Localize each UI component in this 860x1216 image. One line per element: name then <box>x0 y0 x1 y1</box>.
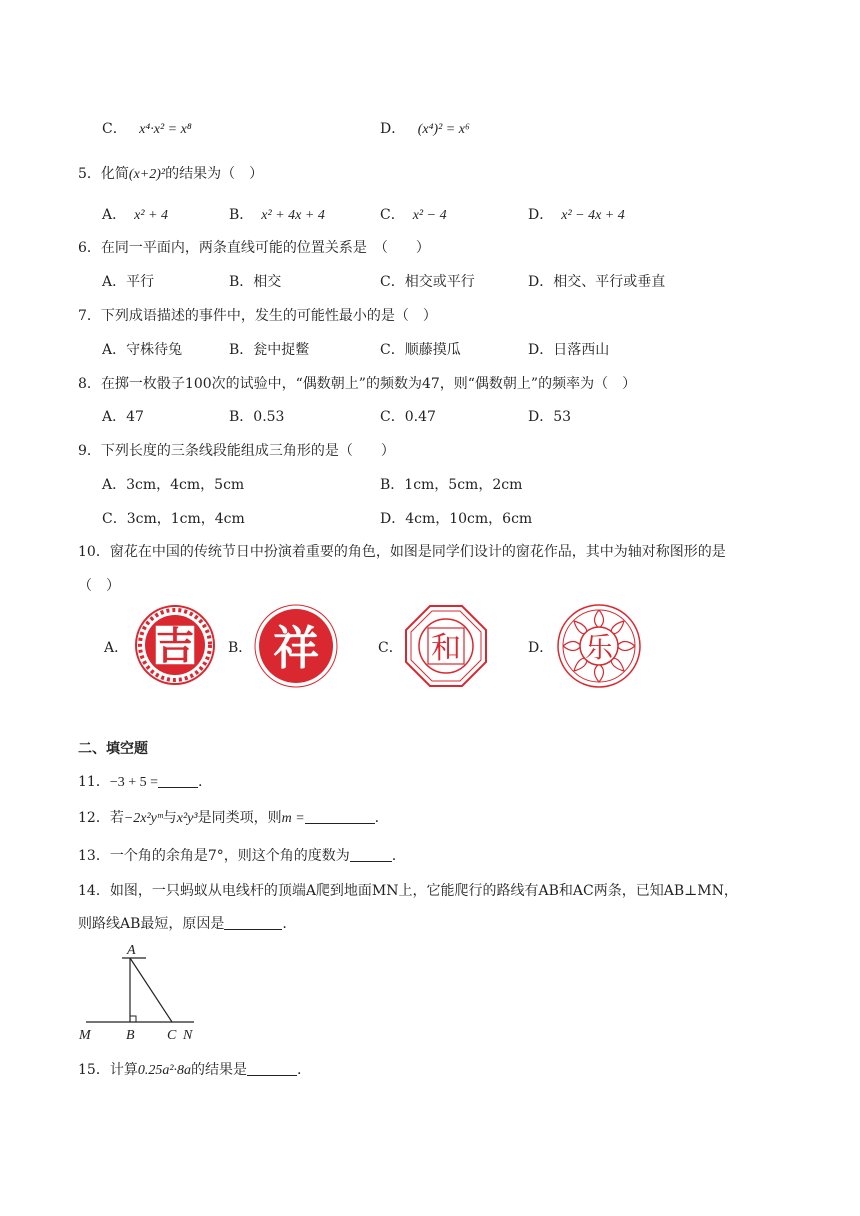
question-7-stem: 7．下列成语描述的事件中，发生的可能性最小的是（ ） <box>78 308 437 324</box>
punctuation: . <box>282 916 287 932</box>
q9-option-a: A．3cm，4cm，5cm <box>102 477 245 493</box>
punctuation: . <box>198 774 203 790</box>
question-5-stem <box>78 163 263 183</box>
q8-option-c: C．0.47 <box>380 409 436 425</box>
q5-option-a <box>102 204 168 224</box>
expression: m = <box>281 811 305 826</box>
q6-option-c: C．相交或平行 <box>380 274 475 290</box>
stamp-he-char: 和 <box>431 631 461 666</box>
stamp-ji-char: 吉 <box>155 624 195 668</box>
answer-blank[interactable] <box>350 847 392 862</box>
q6-option-b: B．相交 <box>229 274 282 290</box>
option-expression: x² + 4 <box>134 208 168 223</box>
stem-text: 13．一个角的余角是7°，则这个角的度数为 <box>78 848 350 864</box>
stamp-le-char: 乐 <box>584 631 614 664</box>
question-13 <box>78 845 396 865</box>
label-b: B <box>126 1028 135 1043</box>
question-14-line1: 14．如图，一只蚂蚁从电线杆的顶端A爬到地面MN上，它能爬行的路线有AB和AC两条，已知AB⊥MN， <box>78 883 738 899</box>
expression: −2x²yᵐ <box>123 811 163 826</box>
stem-expression: (x+2)² <box>128 167 166 182</box>
stem-text: 与 <box>162 810 177 826</box>
label-n: N <box>183 1028 193 1043</box>
stem-text: 15．计算 <box>78 1062 138 1078</box>
stamp-ji-icon <box>134 604 216 686</box>
question-10-stem-end: （ ） <box>78 578 120 594</box>
question-number: 11． <box>78 774 110 790</box>
label-c: C <box>167 1028 177 1043</box>
stamp-xiang-icon <box>254 604 338 688</box>
question-6-stem: 6．在同一平面内，两条直线可能的位置关系是 （ ） <box>78 240 430 256</box>
q4-option-d <box>380 118 470 138</box>
q6-option-a: A．平行 <box>102 274 155 290</box>
option-label: C． <box>102 121 127 137</box>
q9-option-b: B．1cm，5cm，2cm <box>380 477 523 493</box>
option-label: B． <box>229 207 254 223</box>
q6-option-d: D．相交、平行或垂直 <box>528 274 666 290</box>
q7-option-a: A．守株待兔 <box>102 342 183 358</box>
q5-option-c <box>380 204 447 224</box>
q8-option-b: B．0.53 <box>229 409 285 425</box>
q10-option-c-label: C． <box>378 640 403 656</box>
stamp-le-icon <box>556 603 642 689</box>
option-label: D． <box>528 207 554 223</box>
option-label: C． <box>380 207 405 223</box>
option-label: A． <box>102 207 127 223</box>
answer-blank[interactable] <box>224 915 282 930</box>
section-title: 二、填空题 <box>78 741 148 757</box>
q8-option-a: A．47 <box>102 409 144 425</box>
q10-option-a-label: A． <box>104 640 129 656</box>
question-9-stem: 9．下列长度的三条线段能组成三角形的是（ ） <box>78 443 395 459</box>
answer-blank[interactable] <box>158 773 198 788</box>
punctuation: . <box>297 1062 302 1078</box>
stamp-xiang-char: 祥 <box>273 621 319 675</box>
stem-text: 的结果为（ ） <box>165 166 264 182</box>
stem-text: 的结果是 <box>191 1062 248 1078</box>
stamp-he-icon <box>404 604 488 688</box>
q9-option-d: D．4cm，10cm，6cm <box>380 511 533 527</box>
question-15 <box>78 1059 301 1079</box>
q7-option-b: B．瓮中捉鳖 <box>229 342 310 358</box>
stem-text: 是同类项，则 <box>197 810 282 826</box>
option-expression: x² − 4x + 4 <box>561 208 625 223</box>
q10-option-d-label: D． <box>528 640 554 656</box>
q4-option-c <box>102 118 192 138</box>
q9-option-c: C．3cm，1cm，4cm <box>102 511 245 527</box>
option-expression: x² − 4 <box>412 208 447 223</box>
geometry-figure <box>76 940 206 1044</box>
option-expression: x² + 4x + 4 <box>261 208 325 223</box>
question-10-stem: 10．窗花在中国的传统节日中扮演着重要的角色，如图是同学们设计的窗花作品，其中为轴对称图形的是 <box>78 544 726 560</box>
stem-text: 5．化简 <box>78 166 129 182</box>
expression: −3 + 5 = <box>109 775 159 790</box>
question-12 <box>78 807 379 827</box>
option-expression: (x⁴)² = x⁶ <box>417 122 470 137</box>
q7-option-d: D．日落西山 <box>528 342 610 358</box>
q5-option-b <box>229 204 325 224</box>
option-label: D． <box>380 121 406 137</box>
expression: x²y³ <box>176 811 198 826</box>
q5-option-d <box>528 204 625 224</box>
question-14-line2 <box>78 913 287 933</box>
punctuation: . <box>391 848 397 864</box>
question-8-stem: 8．在掷一枚骰子100次的试验中，“偶数朝上”的频数为47，则“偶数朝上”的频率为（ ） <box>78 376 637 392</box>
question-11 <box>78 771 202 791</box>
stem-text: 则路线AB最短，原因是 <box>78 916 225 932</box>
option-expression: x⁴·x² = x⁸ <box>139 122 192 137</box>
q8-option-d: D．53 <box>528 409 572 425</box>
answer-blank[interactable] <box>305 809 375 824</box>
answer-blank[interactable] <box>247 1061 297 1076</box>
punctuation: . <box>374 810 380 826</box>
stem-text: 12．若 <box>78 810 124 826</box>
q10-option-b-label: B． <box>228 640 253 656</box>
q7-option-c: C．顺藤摸瓜 <box>380 342 461 358</box>
label-a: A <box>127 943 136 958</box>
expression: 0.25a²·8a <box>137 1063 192 1078</box>
label-m: M <box>79 1028 91 1043</box>
